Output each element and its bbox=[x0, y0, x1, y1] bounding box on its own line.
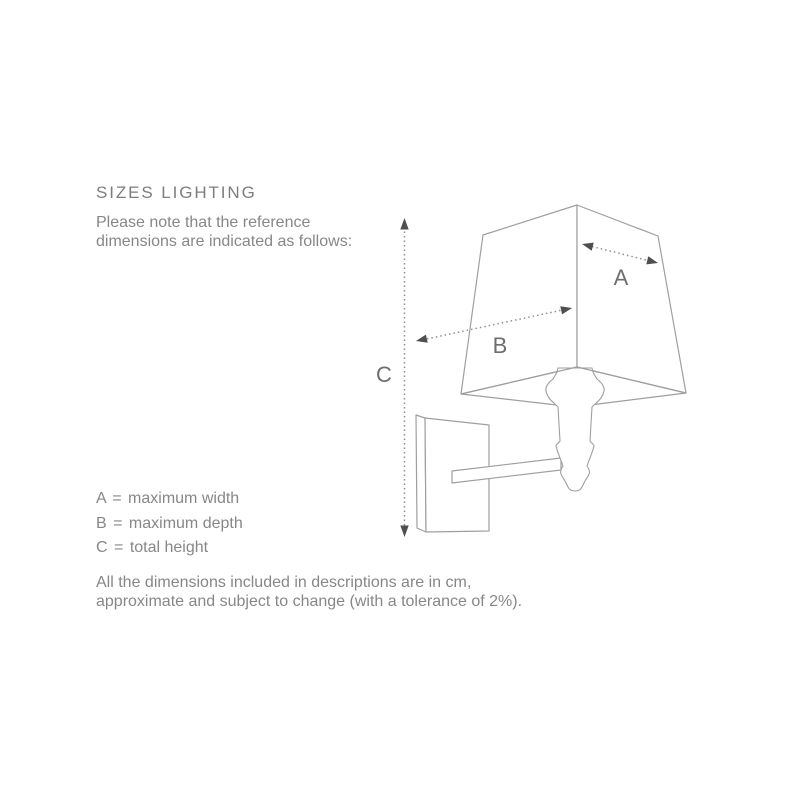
legend-letter-b: B bbox=[96, 514, 107, 532]
equals-sign: = bbox=[113, 514, 123, 532]
page-title: SIZES LIGHTING bbox=[96, 183, 257, 202]
footer-line-2: approximate and subject to change (with a tolerance of 2%). bbox=[96, 593, 523, 610]
footer-line-1: All the dimensions included in descriptions are in cm, bbox=[96, 574, 472, 591]
legend-letter-c: C bbox=[96, 539, 108, 556]
equals-sign: = bbox=[114, 539, 124, 556]
shade-left-face bbox=[461, 205, 577, 394]
legend-description-a: maximum width bbox=[128, 490, 240, 507]
legend-description-c: total height bbox=[129, 539, 209, 556]
arrowhead-c-top bbox=[400, 218, 408, 230]
dim-label-a: A bbox=[613, 265, 629, 290]
equals-sign: = bbox=[112, 490, 122, 507]
dim-label-b: B bbox=[492, 333, 508, 358]
legend-letter-a: A bbox=[96, 490, 106, 507]
intro-line-2: dimensions are indicated as follows: bbox=[96, 233, 353, 250]
legend-description-b: maximum depth bbox=[128, 514, 243, 532]
wall-plate-side bbox=[416, 415, 426, 532]
arrowhead-b-left bbox=[416, 335, 428, 343]
dim-label-c: C bbox=[376, 362, 392, 387]
shade-right-face bbox=[577, 205, 686, 393]
arrowhead-c-bottom bbox=[400, 526, 408, 538]
lamp-stem bbox=[546, 368, 604, 491]
intro-line-1: Please note that the reference bbox=[96, 214, 311, 231]
